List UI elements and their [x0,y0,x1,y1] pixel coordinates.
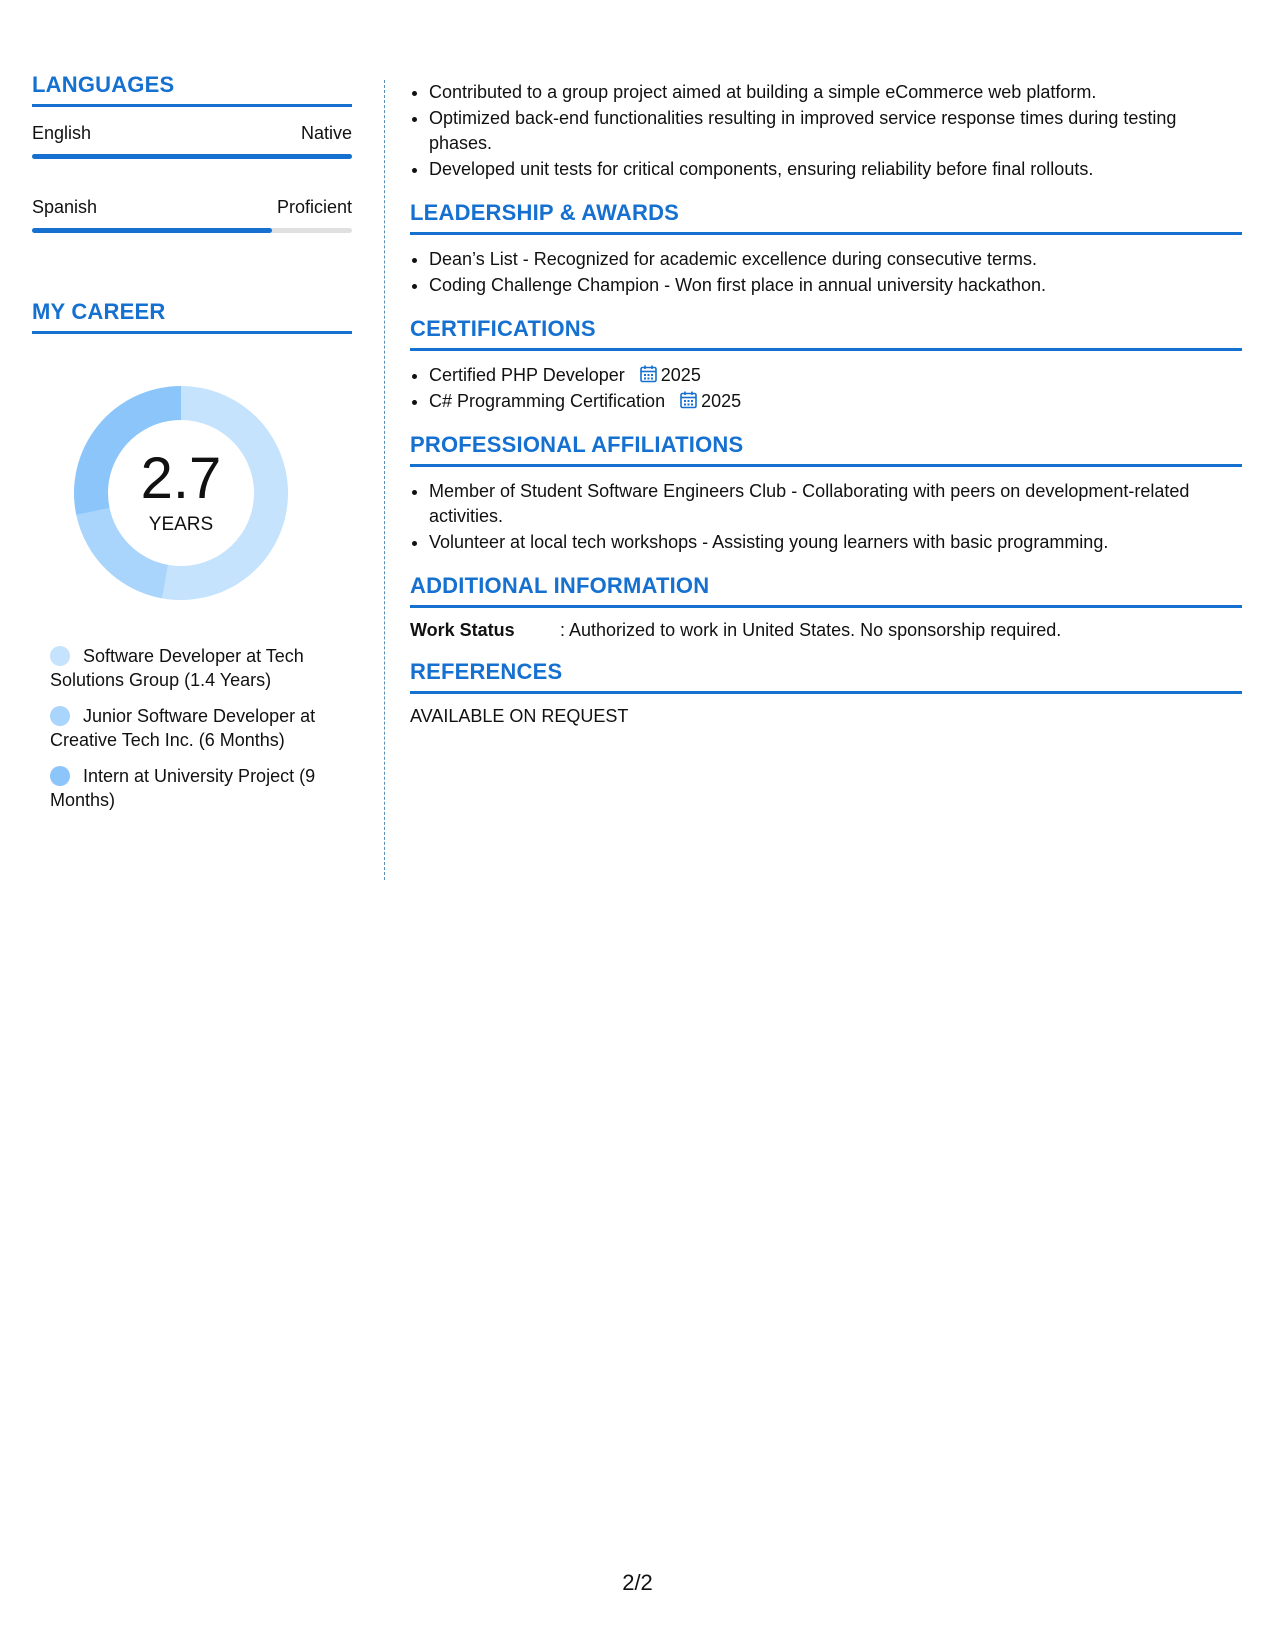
certifications-section [410,316,1242,414]
leadership-item: • Dean’s List - Recognized for academic excellence during consecutive terms. [429,247,1242,272]
main-column [410,80,1242,727]
additional-info-heading: ADDITIONAL INFORMATION [410,573,1242,608]
calendar-icon [640,365,657,383]
career-legend-label: Junior Software Developer at Creative Tech Inc. (6 Months) [50,706,316,750]
career-legend-item [50,764,352,812]
career-legend-label: Intern at University Project (9 Months) [50,766,316,810]
certification-year: 2025 [701,391,742,411]
career-section [32,299,352,812]
language-item-english [32,123,352,159]
leadership-item: • Coding Challenge Champion - Won first place in annual university hackathon. [429,273,1242,298]
affiliation-item: • Member of Student Software Engineers Club - Collaborating with peers on development-related activities. [429,479,1242,529]
language-name: Spanish [32,197,98,217]
career-heading: MY CAREER [32,299,352,334]
languages-heading: LANGUAGES [32,72,352,107]
career-donut-chart [66,378,296,608]
certification-item [429,363,1242,388]
affiliations-heading: PROFESSIONAL AFFILIATIONS [410,432,1242,467]
calendar-icon [680,391,697,409]
sidebar [32,72,352,824]
work-status-label: Work Status [410,620,515,640]
language-proficiency-bar [32,228,352,233]
career-total-unit: YEARS [148,514,214,535]
work-status-row [410,620,1242,641]
legend-dot-icon [50,646,70,666]
language-proficiency-fill [32,154,352,159]
experience-bullets [410,80,1242,182]
career-legend [50,644,352,812]
certification-item [429,389,1242,414]
work-status-value: : Authorized to work in United States. No sponsorship required. [560,620,1062,640]
affiliation-item: • Volunteer at local tech workshops - Assisting young learners with basic programming. [429,530,1242,555]
language-proficiency-fill [32,228,272,233]
references-text: AVAILABLE ON REQUEST [410,706,629,726]
certification-year: 2025 [660,365,701,385]
career-legend-item [50,704,352,752]
legend-dot-icon [50,706,70,726]
language-level: Native [300,123,352,143]
experience-bullet: • Developed unit tests for critical components, ensuring reliability before final rollouts. [429,157,1242,182]
certification-name: C# Programming Certification [429,391,666,411]
affiliations-section [410,432,1242,555]
certification-name: Certified PHP Developer [429,365,625,385]
experience-bullet: • Contributed to a group project aimed at building a simple eCommerce web platform. [429,80,1242,105]
language-proficiency-bar [32,154,352,159]
page-number: 2/2 [622,1570,653,1595]
references-heading: REFERENCES [410,659,1242,694]
legend-dot-icon [50,766,70,786]
certifications-heading: CERTIFICATIONS [410,316,1242,351]
references-section [410,659,1242,727]
language-name: English [32,123,92,143]
leadership-section [410,200,1242,298]
leadership-heading: LEADERSHIP & AWARDS [410,200,1242,235]
column-divider [384,80,385,880]
languages-section [32,72,352,233]
donut-center [66,378,296,608]
career-total-years: 2.7 [140,446,222,511]
experience-bullet: • Optimized back-end functionalities resulting in improved service response times during testing phases. [429,106,1242,156]
career-legend-label: Software Developer at Tech Solutions Group (1.4 Years) [50,646,304,690]
additional-info-section [410,573,1242,641]
career-legend-item [50,644,352,692]
language-level: Proficient [276,197,352,217]
language-item-spanish [32,197,352,233]
